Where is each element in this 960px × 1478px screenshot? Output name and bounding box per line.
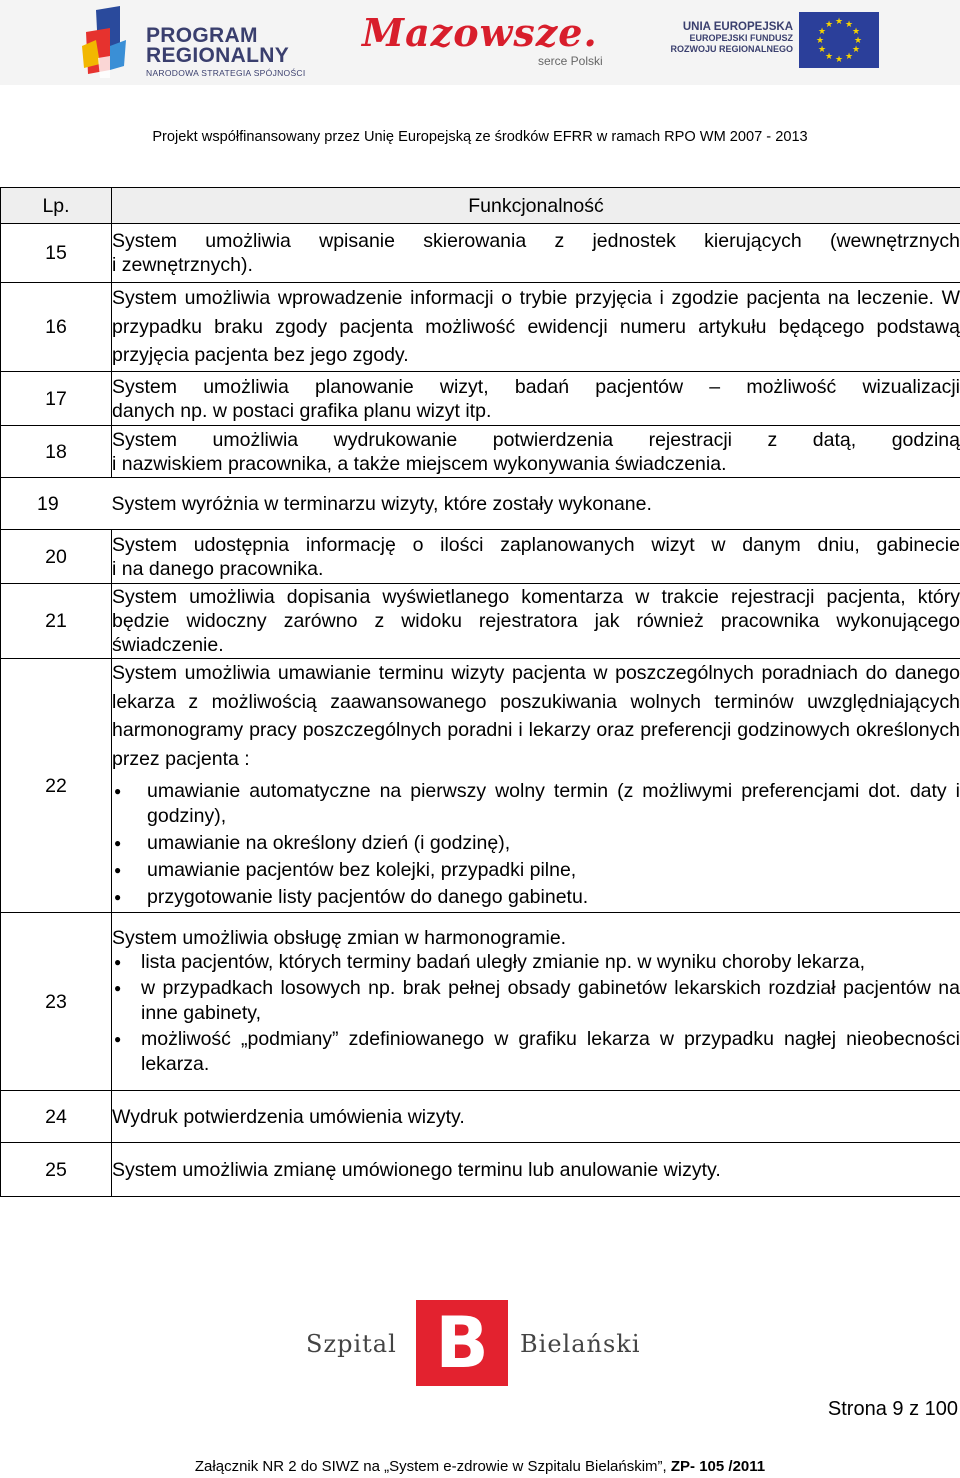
- szpital-bielanski-logo: [300, 1296, 660, 1388]
- svg-text:★: ★: [844, 20, 854, 30]
- hospital-name-left: Szpital: [306, 1330, 397, 1358]
- functionality-table: [0, 187, 960, 1197]
- svg-text:★: ★: [824, 52, 834, 62]
- bullet-list: [112, 779, 960, 910]
- header-functionality: Funkcjonalność: [112, 188, 960, 224]
- table-row: [1, 372, 960, 426]
- row-text: System umożliwia planowanie wizyt, badań pacjentów – możliwość wizualizacji danych np. w postaci grafika planu wizyt itp.: [112, 372, 960, 426]
- svg-text:★: ★: [834, 55, 844, 65]
- eu-logo-text: UNIA EUROPEJSKA EUROPEJSKI FUNDUSZ ROZWOJU REGIONALNEGO: [670, 21, 793, 54]
- svg-text:★: ★: [817, 27, 827, 37]
- svg-text:★: ★: [824, 20, 834, 30]
- svg-text:★: ★: [851, 45, 861, 55]
- svg-text:★: ★: [844, 52, 854, 62]
- footer-note: Załącznik NR 2 do SIWZ na „System e-zdrowie w Szpitalu Bielańskim”, ZP- 105 /2011: [194, 1458, 766, 1475]
- list-item: ● umawianie na określony dzień (i godzinę),: [112, 831, 960, 856]
- list-item: ● umawianie pacjentów bez kolejki, przypadki pilne,: [112, 858, 960, 883]
- row-number: 16: [1, 283, 112, 372]
- list-item: ● umawianie automatyczne na pierwszy wolny termin (z możliwymi preferencjami dot. daty i godziny),: [112, 779, 960, 829]
- svg-text:★: ★: [815, 36, 825, 46]
- row-text: Wydruk potwierdzenia umówienia wizyty.: [112, 1091, 960, 1143]
- list-item: ● lista pacjentów, których terminy badań uległy zmianie np. w wyniku choroby lekarza,: [112, 950, 960, 975]
- row-number: 24: [1, 1091, 112, 1143]
- row-text: [112, 913, 960, 1091]
- row-number: 18: [1, 426, 112, 478]
- table-row: [1, 478, 960, 530]
- mazowsze-wordmark: Mazowsze.: [362, 10, 598, 55]
- row-number: 19: [1, 478, 112, 530]
- row-text: [112, 659, 960, 913]
- table-header-row: [1, 188, 960, 224]
- table-row: [1, 584, 960, 659]
- row-number: 21: [1, 584, 112, 659]
- svg-text:★: ★: [851, 27, 861, 37]
- row-text: System umożliwia dopisania wyświetlanego komentarza w trakcie rejestracji pacjenta, który będzie widoczny zarówno z widoku rejestratora jak również pracownika wykonującego świadczenie.: [112, 584, 960, 659]
- row-number: 15: [1, 224, 112, 283]
- row-number: 23: [1, 913, 112, 1091]
- table-row: [1, 426, 960, 478]
- program-regionalny-logo: [80, 6, 330, 78]
- row-text: System umożliwia wpisanie skierowania z jednostek kierujących (wewnętrznych i zewnętrznych).: [112, 224, 960, 283]
- cofinancing-note: Projekt współfinansowany przez Unię Europejską ze środków EFRR w ramach RPO WM 2007 - 2013: [152, 129, 808, 145]
- table-row: [1, 283, 960, 372]
- table-row: [1, 224, 960, 283]
- page-number: Strona 9 z 100: [827, 1398, 958, 1420]
- row-intro: System umożliwia umawianie terminu wizyty pacjenta w poszczególnych poradniach do danego lekarza z możliwością zaawansowanego poszukiwania wolnych terminów uwzględniających harmonogramy pracy poszczególnych poradni i lekarzy oraz preferencji godzinowych określonych przez pacjenta :: [112, 662, 960, 770]
- svg-text:★: ★: [834, 17, 844, 27]
- row-text: System udostępnia informację o ilości zaplanowanych wizyt w danym dniu, gabinecie i na danego pracownika.: [112, 530, 960, 584]
- eu-flag-icon: [799, 12, 879, 68]
- table-row: [1, 1143, 960, 1197]
- svg-text:★: ★: [817, 45, 827, 55]
- list-item: ● w przypadkach losowych np. brak pełnej obsady gabinetów lekarskich rozdział pacjentów na inne gabinety,: [112, 976, 960, 1026]
- row-number: 25: [1, 1143, 112, 1197]
- table-row: [1, 530, 960, 584]
- row-text: System umożliwia wprowadzenie informacji o trybie przyjęcia i zgodzie pacjenta na leczenie. W przypadku braku zgody pacjenta możliwość ewidencji numeru artykułu będącego podstawą przyjęcia pacjenta bez jego zgody.: [112, 283, 960, 372]
- table-row: [1, 659, 960, 913]
- svg-text:★: ★: [853, 36, 863, 46]
- eu-logo: [655, 12, 880, 70]
- row-intro: System umożliwia obsługę zmian w harmonogramie.: [112, 926, 567, 949]
- row-text: System umożliwia wydrukowanie potwierdzenia rejestracji z datą, godziną i nazwiskiem pracownika, a także miejscem wykonywania świadczenia.: [112, 426, 960, 478]
- header-lp: Lp.: [1, 188, 112, 224]
- table-row: [1, 1091, 960, 1143]
- row-number: 20: [1, 530, 112, 584]
- logo-bar: [0, 0, 960, 85]
- row-number: 22: [1, 659, 112, 913]
- program-regionalny-mark-icon: [80, 6, 144, 78]
- mazowsze-tagline: serce Polski: [538, 54, 603, 68]
- row-text: System umożliwia zmianę umówionego terminu lub anulowanie wizyty.: [112, 1143, 960, 1197]
- mazowsze-logo: [362, 10, 618, 72]
- row-number: 17: [1, 372, 112, 426]
- row-text: System wyróżnia w terminarzu wizyty, które zostały wykonane.: [112, 478, 960, 530]
- list-item: ● możliwość „podmiany” zdefiniowanego w grafiku lekarza w przypadku nagłej nieobecności lekarza.: [112, 1027, 960, 1077]
- hospital-name-right: Bielański: [520, 1330, 641, 1358]
- table-row: [1, 913, 960, 1091]
- program-regionalny-title: PROGRAM REGIONALNY: [146, 24, 290, 67]
- program-regionalny-subtitle: NARODOWA STRATEGIA SPÓJNOŚCI: [146, 68, 306, 78]
- bullet-list: [112, 950, 960, 1077]
- hospital-mark-icon: B: [416, 1300, 508, 1386]
- list-item: ● przygotowanie listy pacjentów do danego gabinetu.: [112, 885, 960, 910]
